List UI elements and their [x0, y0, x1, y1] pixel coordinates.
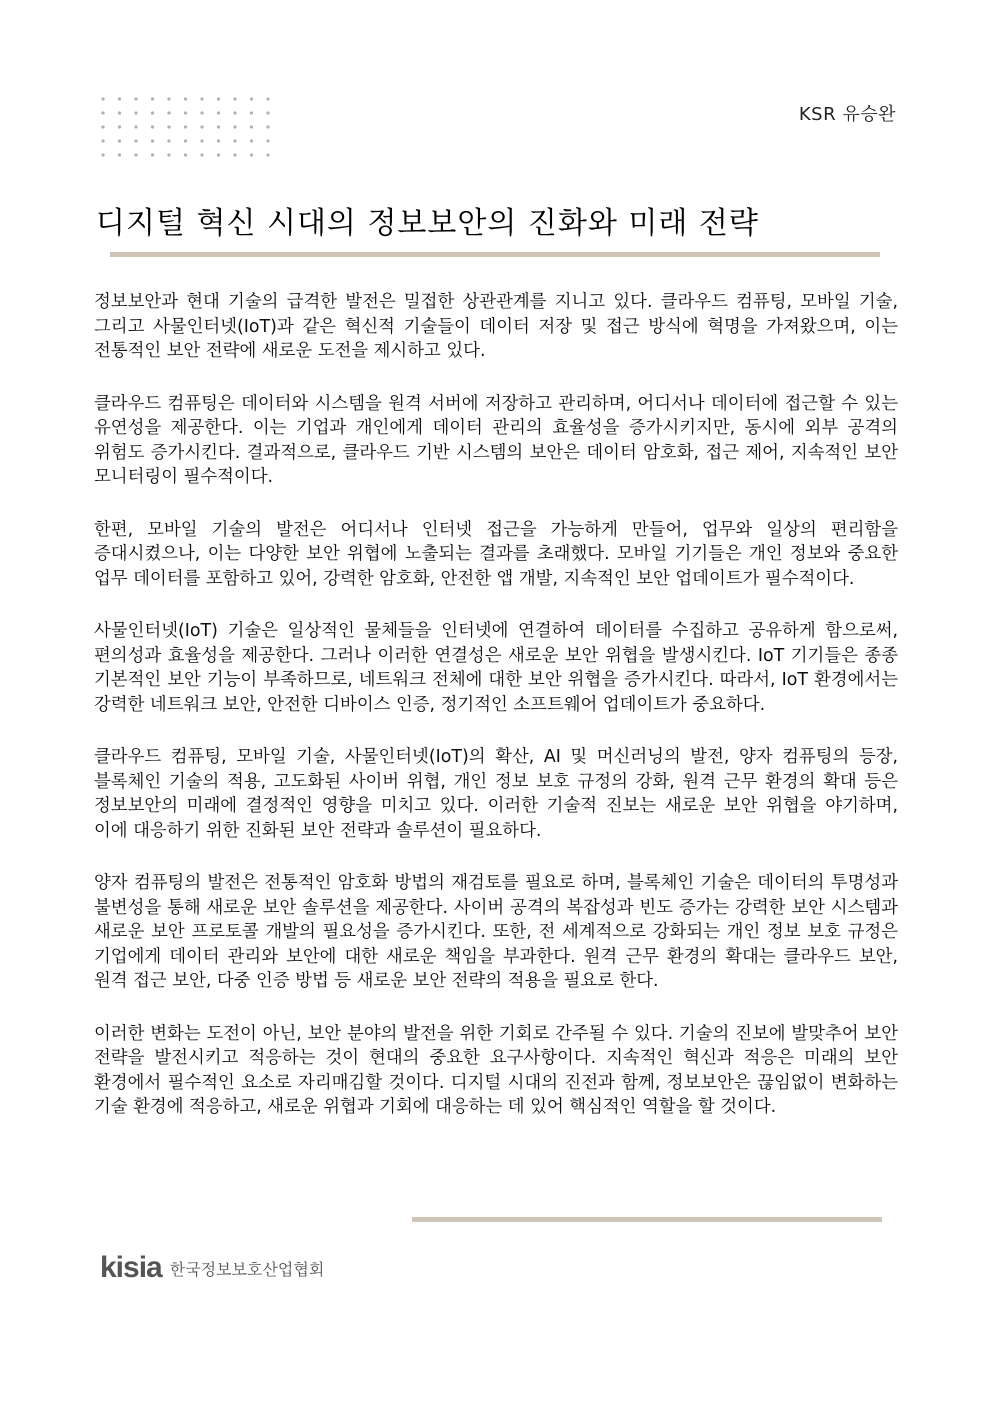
- author-label: KSR 유승완: [798, 104, 896, 125]
- decor-dot: [217, 139, 220, 142]
- paragraph-6: 양자 컴퓨팅의 발전은 전통적인 암호화 방법의 재검토를 필요로 하며, 블록체인 기술은 데이터의 투명성과 불변성을 통해 새로운 보안 솔루션을 제공한다. 사이버 공격의 복잡성과 빈도 증가는 강력한 보안 시스템과 새로운 보안 프로토콜 개발의 필요성을 증가시킨다. 또한, 전 세계적으로 강화되는 개인 정보 보호 규정은 기업에게 데이터 관리와 보안에 대한 새로운 책임을 부과한다. 원격 근무 환경의 확대는 클라우드 보안, 원격 접근 보안, 다중 인증 방법 등 새로운 보안 전략의 적용을 필요로 한다.: [94, 873, 898, 991]
- page-title: 디지털 혁신 시대의 정보보안의 진화와 미래 전략: [96, 206, 759, 241]
- decor-dot: [250, 139, 253, 142]
- decor-dot: [250, 111, 253, 114]
- decor-dot: [167, 125, 170, 128]
- decor-dot: [250, 125, 253, 128]
- decor-dot: [217, 111, 220, 114]
- decor-dot: [200, 125, 203, 128]
- decor-dot: [233, 139, 236, 142]
- decor-dot: [151, 139, 154, 142]
- decor-dot: [118, 153, 121, 156]
- decor-dot: [151, 125, 154, 128]
- paragraph-4: 사물인터넷(IoT) 기술은 일상적인 물체들을 인터넷에 연결하여 데이터를 수집하고 공유하게 함으로써, 편의성과 효율성을 제공한다. 그러나 이러한 연결성은 새로운 보안 위협을 발생시킨다. IoT 기기들은 종종 기본적인 보안 기능이 부족하므로, 네트워크 전체에 대한 보안 위협을 증가시킨다. 따라서, IoT 환경에서는 강력한 네트워크 보안, 안전한 디바이스 인증, 정기적인 소프트웨어 업데이트가 중요하다.: [94, 621, 898, 715]
- decor-dot: [200, 111, 203, 114]
- decor-dot: [167, 153, 170, 156]
- paragraph-2: 클라우드 컴퓨팅은 데이터와 시스템을 원격 서버에 저장하고 관리하며, 어디서나 데이터에 접근할 수 있는 유연성을 제공한다. 이는 기업과 개인에게 데이터 관리의 효율성을 증가시키지만, 동시에 외부 공격의 위험도 증가시킨다. 결과적으로, 클라우드 기반 시스템의 보안은 데이터 암호화, 접근 제어, 지속적인 보안 모니터링이 필수적이다.: [94, 393, 898, 487]
- footer-branding: [100, 1253, 324, 1283]
- decor-dot: [134, 125, 137, 128]
- paragraph-3: 한편, 모바일 기술의 발전은 어디서나 인터넷 접근을 가능하게 만들어, 업무와 일상의 편리함을 증대시켰으나, 이는 다양한 보안 위협에 노출되는 결과를 초래했다. 모바일 기기들은 개인 정보와 중요한 업무 데이터를 포함하고 있어, 강력한 암호화, 안전한 앱 개발, 지속적인 보안 업데이트가 필수적이다.: [94, 519, 898, 589]
- decor-dot: [184, 111, 187, 114]
- decor-dot: [266, 111, 269, 114]
- decor-dot: [134, 139, 137, 142]
- decor-dot: [101, 139, 104, 142]
- paragraph-5: 클라우드 컴퓨팅, 모바일 기술, 사물인터넷(IoT)의 확산, AI 및 머신러닝의 발전, 양자 컴퓨팅의 등장, 블록체인 기술의 적용, 고도화된 사이버 위협, 개인 정보 보호 규정의 강화, 원격 근무 환경의 확대 등은 정보보안의 미래에 결정적인 영향을 미치고 있다. 이러한 기술적 진보는 새로운 보안 위협을 야기하며, 이에 대응하기 위한 진화된 보안 전략과 솔루션이 필요하다.: [94, 747, 898, 841]
- decor-dot: [217, 153, 220, 156]
- paragraph-7: 이러한 변화는 도전이 아닌, 보안 분야의 발전을 위한 기회로 간주될 수 있다. 기술의 진보에 발맞추어 보안 전략을 발전시키고 적응하는 것이 현대의 중요한 요구사항이다. 지속적인 혁신과 적응은 미래의 보안 환경에서 필수적인 요소로 자리매김할 것이다. 디지털 시대의 진전과 함께, 정보보안은 끊임없이 변화하는 기술 환경에 적응하고, 새로운 위협과 기회에 대응하는 데 있어 핵심적인 역할을 할 것이다.: [94, 1023, 898, 1117]
- dot-grid-decoration: [100, 96, 272, 158]
- decor-dot: [233, 153, 236, 156]
- organization-name: 한국정보보호산업협회: [169, 1260, 325, 1279]
- decor-dot: [118, 139, 121, 142]
- decor-dot: [134, 111, 137, 114]
- decor-dot: [167, 97, 170, 100]
- decor-dot: [134, 97, 137, 100]
- decor-dot: [101, 97, 104, 100]
- decor-dot: [134, 153, 137, 156]
- decor-dot: [266, 153, 269, 156]
- decor-dot: [118, 97, 121, 100]
- article-body: [94, 290, 898, 1148]
- decor-dot: [118, 125, 121, 128]
- decor-dot: [151, 153, 154, 156]
- decor-dot: [184, 125, 187, 128]
- decor-dot: [266, 139, 269, 142]
- decor-dot: [217, 125, 220, 128]
- decor-dot: [200, 153, 203, 156]
- decor-dot: [233, 125, 236, 128]
- kisia-logo: kisia: [100, 1251, 162, 1284]
- decor-dot: [151, 111, 154, 114]
- decor-dot: [167, 111, 170, 114]
- decor-dot: [200, 139, 203, 142]
- decor-dot: [250, 153, 253, 156]
- decor-dot: [233, 111, 236, 114]
- title-divider: [110, 252, 880, 257]
- decor-dot: [184, 153, 187, 156]
- paragraph-1: 정보보안과 현대 기술의 급격한 발전은 밀접한 상관관계를 지니고 있다. 클라우드 컴퓨팅, 모바일 기술, 그리고 사물인터넷(IoT)과 같은 혁신적 기술들이 데이터 저장 및 접근 방식에 혁명을 가져왔으며, 이는 전통적인 보안 전략에 새로운 도전을 제시하고 있다.: [94, 292, 898, 361]
- decor-dot: [233, 97, 236, 100]
- decor-dot: [266, 125, 269, 128]
- decor-dot: [101, 111, 104, 114]
- decor-dot: [118, 111, 121, 114]
- decor-dot: [184, 139, 187, 142]
- decor-dot: [250, 97, 253, 100]
- decor-dot: [167, 139, 170, 142]
- footer-divider: [412, 1217, 882, 1222]
- decor-dot: [217, 97, 220, 100]
- decor-dot: [151, 97, 154, 100]
- decor-dot: [101, 153, 104, 156]
- decor-dot: [101, 125, 104, 128]
- decor-dot: [200, 97, 203, 100]
- decor-dot: [184, 97, 187, 100]
- decor-dot: [266, 97, 269, 100]
